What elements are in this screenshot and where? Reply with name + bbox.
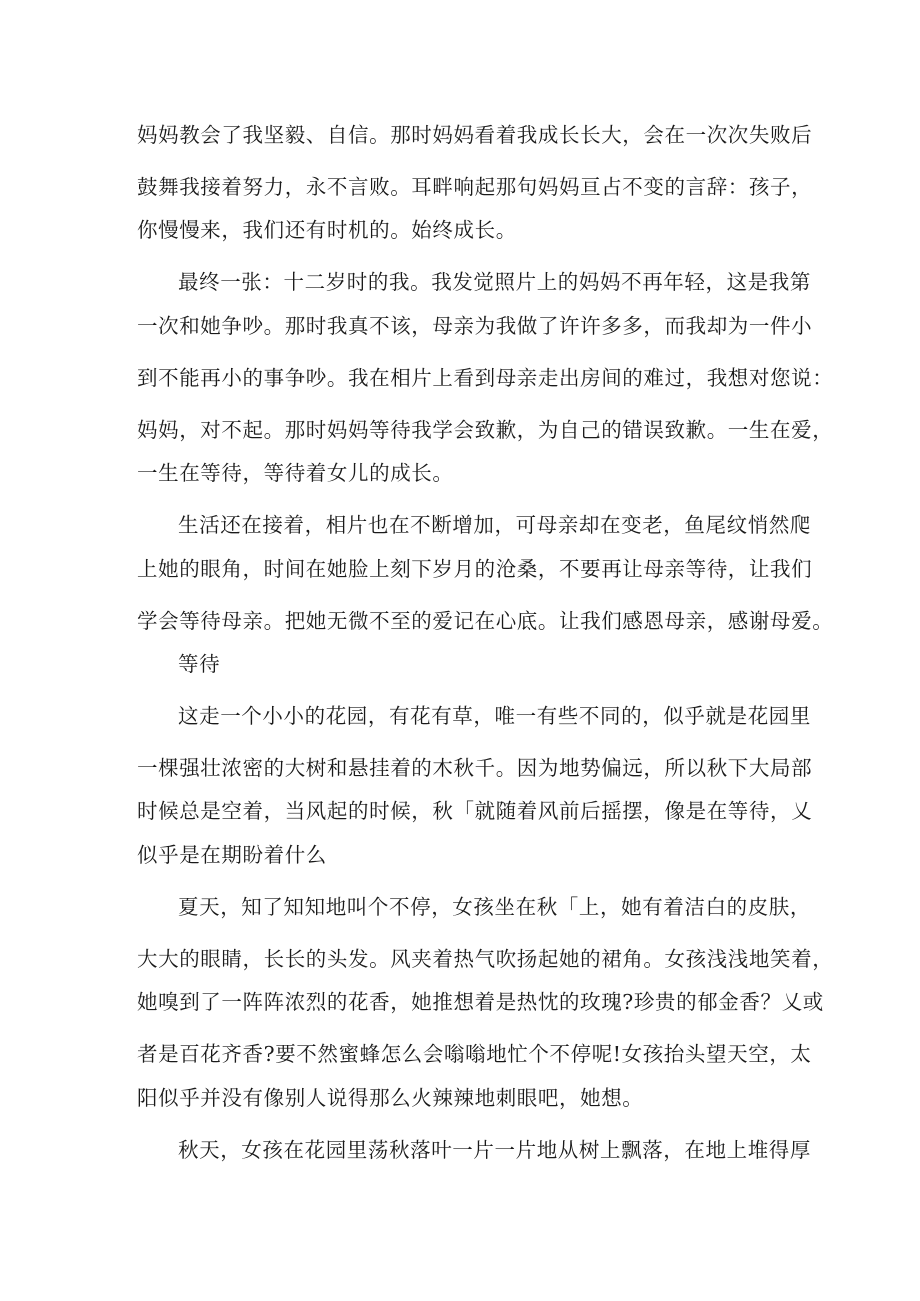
paragraph-line: 一棵强壮浓密的大树和悬挂着的木秋千。因为地势偏远，所以秋下大局部 [137,756,813,780]
paragraph-line: 阳似乎并没有像别人说得那么火辣辣地刺眼吧，她想。 [137,1086,644,1110]
paragraph-line: 这走一个小小的花园，有花有草，唯一有些不同的，似乎就是花园里 [178,704,811,728]
paragraph-line: 最终一张：十二岁时的我。我发觉照片上的妈妈不再年轻，这是我第 [178,270,811,294]
paragraph-line: 鼓舞我接着努力，永不言败。耳畔响起那句妈妈亘占不变的言辞：孩子， [137,175,813,199]
paragraph-line: 妈妈教会了我坚毅、自信。那时妈妈看着我成长长大，会在一次次失败后 [137,123,813,147]
paragraph-line: 一生在等待，等待着女儿的成长。 [137,461,454,485]
paragraph-line: 大大的眼睛，长长的头发。风夹着热气吹扬起她的裙角。女孩浅浅地笑着， [137,947,834,971]
paragraph-line: 夏天，知了知知地叫个不停，女孩坐在秋「上，她有着洁白的皮肤， [178,895,811,919]
paragraph-line: 你慢慢来，我们还有时机的。始终成长。 [137,218,517,242]
paragraph-line: 她嗅到了一阵阵浓烈的花香，她推想着是热忱的玫瑰?珍贵的郁金香？乂或 [137,990,824,1014]
paragraph-line: 学会等待母亲。把她无微不至的爱记在心底。让我们感恩母亲，感谢母爱。 [137,609,834,633]
paragraph-line: 秋天，女孩在花园里荡秋落叶一片一片地从树上飘落，在地上堆得厚 [178,1138,811,1162]
section-heading: 等待 [178,652,221,676]
paragraph-line: 妈妈，对不起。那时妈妈等待我学会致歉，为自己的错误致歉。一生在爱， [137,418,834,442]
paragraph-line: 生活还在接着，相片也在不断增加，可母亲却在变老，鱼尾纹悄然爬 [178,513,811,537]
paragraph-line: 似乎是在期盼着什么 [137,843,327,867]
paragraph-line: 时候总是空着，当风起的时候，秋「就随着风前后摇摆，像是在等待，乂 [137,799,813,823]
paragraph-line: 一次和她争吵。那时我真不该，母亲为我做了许许多多，而我却为一件小 [137,314,813,338]
paragraph-line: 者是百花齐香?要不然蜜蜂怎么会嗡嗡地忙个不停呢!女孩抬头望天空，太 [137,1042,812,1066]
paragraph-line: 上她的眼角，时间在她脸上刻下岁月的沧桑，不要再让母亲等待，让我们 [137,557,813,581]
paragraph-line: 到不能再小的事争吵。我在相片上看到母亲走出房间的难过，我想对您说： [137,366,834,390]
